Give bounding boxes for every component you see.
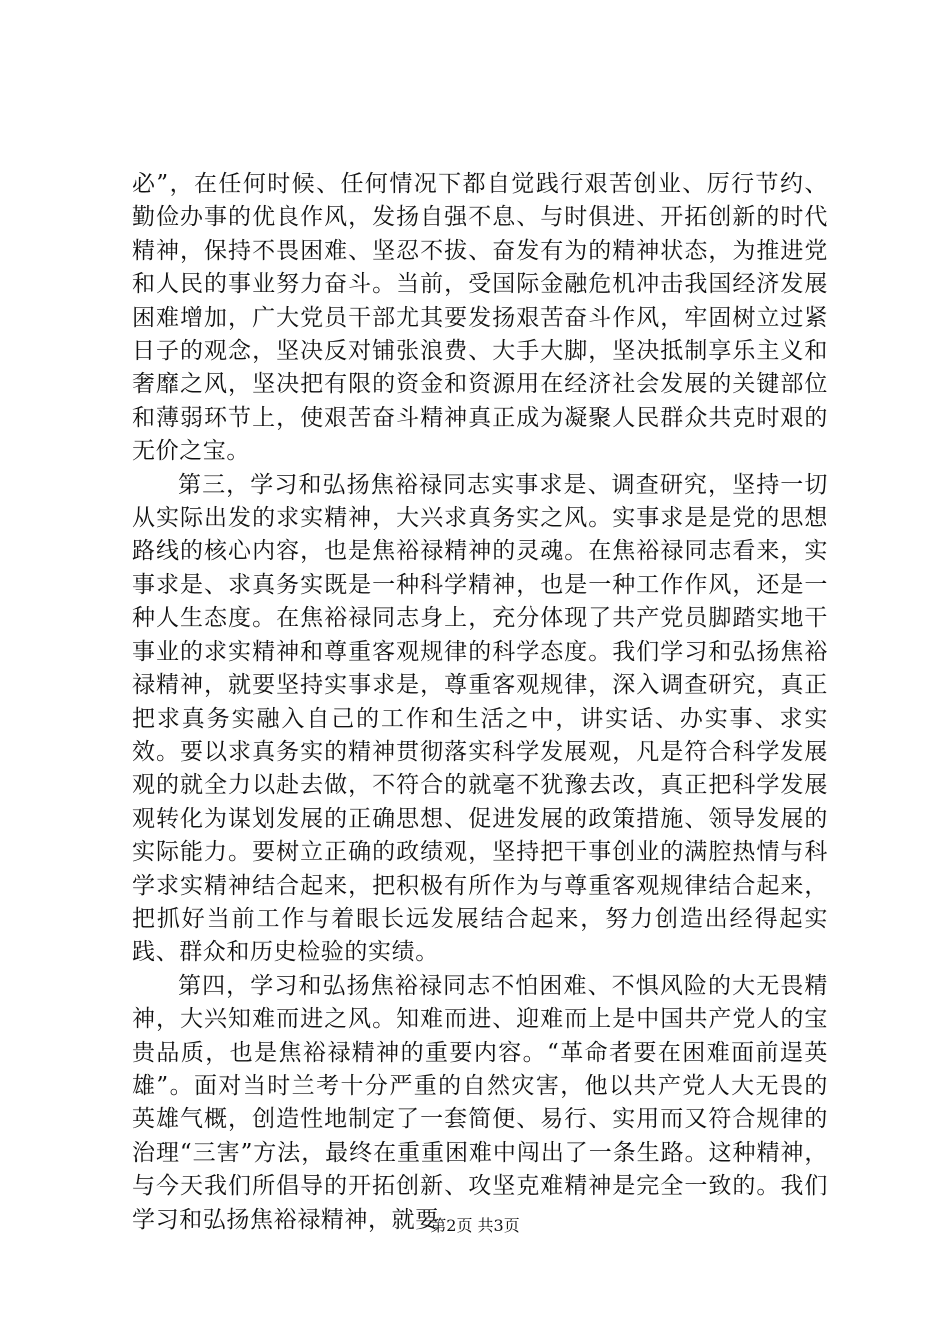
document-body — [132, 168, 828, 1237]
paragraph-continuation: 必”，在任何时候、任何情况下都自觉践行艰苦创业、厉行节约、勤俭办事的优良作风，发扬自强不息、与时俱进、开拓创新的时代精神，保持不畏困难、坚忍不拔、奋发有为的精神状态，为推进党和人民的事业努力奋斗。当前，受国际金融危机冲击我国经济发展困难增加，广大党员干部尤其要发扬艰苦奋斗作风，牢固树立过紧日子的观念，坚决反对铺张浪费、大手大脚，坚决抵制享乐主义和奢靡之风，坚决把有限的资金和资源用在经济社会发展的关键部位和薄弱环节上，使艰苦奋斗精神真正成为凝聚人民群众共克时艰的无价之宝。 — [132, 171, 828, 465]
paragraph-point-four: 第四，学习和弘扬焦裕禄同志不怕困难、不惧风险的大无畏精神，大兴知难而进之风。知难而进、迎难而上是中国共产党人的宝贵品质，也是焦裕禄精神的重要内容。“革命者要在困难面前逞英雄”。面对当时兰考十分严重的自然灾害，他以共产党人大无畏的英雄气概，创造性地制定了一套简便、易行、实用而又符合规律的治理“三害”方法，最终在重重困难中闯出了一条生路。这种精神，与今天我们所倡导的开拓创新、攻坚克难精神是完全一致的。我们学习和弘扬焦裕禄精神，就要 — [132, 972, 828, 1233]
paragraph-point-three: 第三，学习和弘扬焦裕禄同志实事求是、调查研究，坚持一切从实际出发的求实精神，大兴求真务实之风。实事求是是党的思想路线的核心内容，也是焦裕禄精神的灵魂。在焦裕禄同志看来，实事求是、求真务实既是一种科学精神，也是一种工作作风，还是一种人生态度。在焦裕禄同志身上，充分体现了共产党员脚踏实地干事业的求实精神和尊重客观规律的科学态度。我们学习和弘扬焦裕禄精神，就要坚持实事求是，尊重客观规律，深入调查研究，真正把求真务实融入自己的工作和生活之中，讲实话、办实事、求实效。要以求真务实的精神贯彻落实科学发展观，凡是符合科学发展观的就全力以赴去做，不符合的就毫不犹豫去改，真正把科学发展观转化为谋划发展的正确思想、促进发展的政策措施、领导发展的实际能力。要树立正确的政绩观，坚持把干事创业的满腔热情与科学求实精神结合起来，把积极有所作为与尊重客观规律结合起来，把抓好当前工作与着眼长远发展结合起来，努力创造出经得起实践、群众和历史检验的实绩。 — [132, 471, 828, 966]
page-footer: 第2页 共3页 — [430, 1216, 520, 1235]
